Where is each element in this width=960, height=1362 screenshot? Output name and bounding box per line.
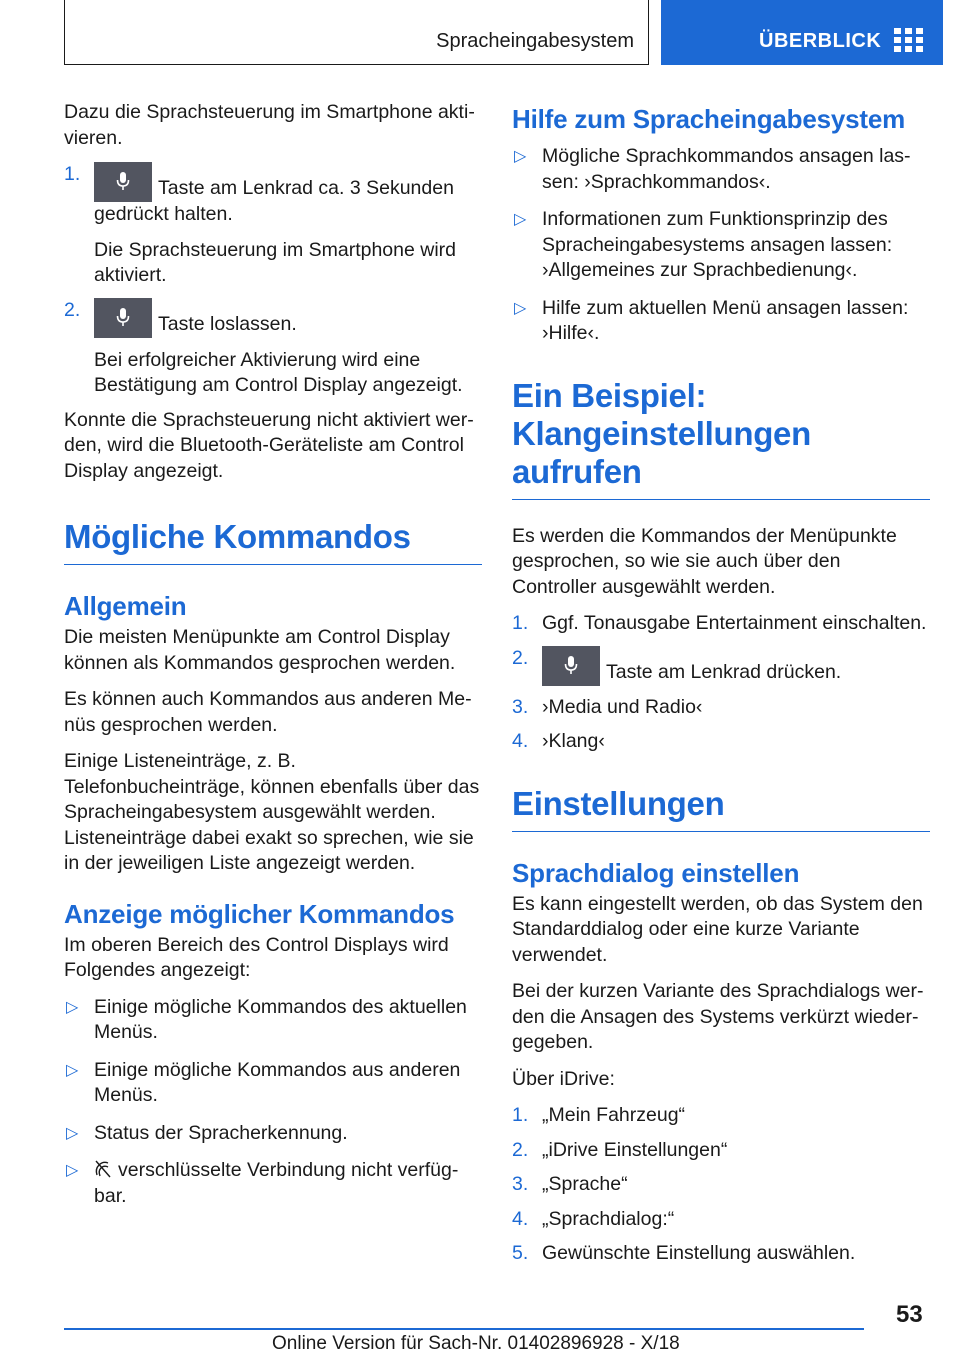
list-item (64, 1121, 482, 1147)
list-item (512, 1207, 930, 1233)
paragraph: Die meisten Menüpunkte am Control Display können als Kommandos gesprochen werden. (64, 626, 456, 674)
list-item (512, 646, 930, 686)
paragraph: Im oberen Bereich des Control Displays wird Folgendes angezeigt: (64, 933, 449, 981)
list-item (64, 298, 482, 399)
grid-icon (894, 28, 924, 52)
step-result: Die Sprachsteuerung im Smartphone wird aktiviert. (94, 238, 457, 286)
list-item (64, 1058, 482, 1109)
bullet-text: Einige mögliche Kommandos aus anderen Menüs. (94, 1058, 461, 1106)
triangle-bullet-icon: ▷ (514, 148, 527, 165)
microphone-icon (116, 308, 130, 328)
step-number: 4. (512, 730, 529, 752)
heading-sprachdialog: Sprachdialog einstellen (512, 857, 800, 888)
triangle-bullet-icon: ▷ (514, 211, 527, 228)
list-item (512, 144, 930, 195)
page-number: 53 (896, 1301, 923, 1328)
note-paragraph: Konnte die Sprachsteuerung nicht aktiviert werden, wird die Bluetooth-Geräteliste am Control Display angezeigt. (64, 408, 474, 482)
bullet-text: Hilfe zum aktuellen Menü ansagen lassen: ›Hilfe‹. (542, 296, 909, 344)
voice-button-image (542, 646, 600, 686)
bullet-text: Status der Spracherkennung. (94, 1121, 348, 1144)
unencrypted-connection-icon (94, 1159, 112, 1179)
step-number: 2. (512, 646, 529, 669)
microphone-icon (564, 656, 578, 676)
list-item (64, 1158, 482, 1209)
footer-text: Online Version für Sach-Nr. 01402896928 - X/18 (272, 1333, 680, 1354)
step-text: Taste am Lenkrad ca. 3 Sekunden gedrückt halten. (94, 177, 454, 225)
list-item (512, 729, 930, 755)
triangle-bullet-icon: ▷ (66, 1124, 79, 1142)
bullet-text: Mögliche Sprachkommandos ansagen lassen: ›Sprachkommandos‹. (542, 145, 911, 193)
step-text: Taste loslassen. (158, 312, 297, 335)
paragraph: Über iDrive: (512, 1067, 615, 1090)
list-item (512, 1138, 930, 1164)
step-text: „iDrive Einstellungen“ (542, 1138, 728, 1161)
triangle-bullet-icon: ▷ (514, 299, 527, 317)
footer-divider (64, 1328, 864, 1330)
step-number: 1. (64, 163, 81, 185)
list-item (512, 695, 930, 721)
step-text: Gewünschte Einstellung auswählen. (542, 1242, 856, 1264)
microphone-icon (116, 172, 130, 192)
list-item (512, 296, 930, 347)
paragraph: Bei der kurzen Variante des Sprachdialogs werden die Ansagen des Systems verkürzt wiedergegeben. (512, 980, 924, 1053)
header-section-box (64, 0, 649, 65)
paragraph: Es werden die Kommandos der Menüpunkte gesprochen, so wie sie auch über den Controller ausgewählt werden. (512, 524, 897, 598)
step-number: 3. (512, 1173, 529, 1195)
step-number: 1. (512, 612, 529, 634)
bullet-text: Informationen zum Funktionsprinzip des Spracheingabesystems ansagen lassen: ›Allgemeines zur Sprachbedienung‹. (542, 208, 893, 281)
step-text: „Mein Fahrzeug“ (542, 1104, 686, 1126)
step-number: 2. (64, 298, 81, 321)
heading-moegliche-kommandos: Mögliche Kommandos (64, 518, 482, 565)
triangle-bullet-icon: ▷ (66, 998, 79, 1016)
step-number: 3. (512, 695, 529, 718)
list-item (512, 611, 930, 637)
paragraph: Es kann eingestellt werden, ob das System den Standarddialog oder eine kurze Variante verwendet. (512, 892, 923, 966)
header-section-title: Spracheingabesystem (436, 30, 634, 52)
heading-hilfe: Hilfe zum Spracheingabesystem (512, 104, 905, 134)
step-text: Ggf. Tonausgabe Entertainment einschalten. (542, 612, 927, 634)
triangle-bullet-icon: ▷ (66, 1162, 79, 1179)
step-number: 1. (512, 1104, 529, 1126)
step-result: Bei erfolgreicher Aktivierung wird eine Bestätigung am Control Display angezeigt. (94, 348, 463, 396)
list-item (512, 1172, 930, 1198)
list-item (64, 995, 482, 1046)
heading-allgemein: Allgemein (64, 591, 187, 621)
paragraph: Einige Listeneinträge, z. B. Telefonbucheinträge, können ebenfalls über das Spracheingabesystem ausgewählt werden. Listeneinträge dabei exakt so sprechen, wie sie in der jeweiligen Liste angezeigt werden. (64, 750, 480, 874)
heading-anzeige: Anzeige möglicher Kommandos (64, 898, 455, 929)
voice-button-image (94, 162, 152, 202)
step-number: 4. (512, 1207, 529, 1230)
intro-paragraph: Dazu die Sprachsteuerung im Smartphone aktivieren. (64, 101, 475, 149)
bullet-text: Einige mögliche Kommandos des aktuellen Menüs. (94, 995, 467, 1043)
bullet-text: verschlüsselte Verbindung nicht verfügbar. (94, 1159, 459, 1207)
step-text: „Sprachdialog:“ (542, 1207, 675, 1230)
list-item (64, 162, 482, 289)
left-column (64, 100, 482, 1221)
step-number: 2. (512, 1138, 529, 1161)
header-chapter-title: ÜBERBLICK (759, 30, 882, 52)
heading-ein-beispiel: Ein Beispiel: Klangeinstellungen aufrufen (512, 377, 930, 500)
voice-button-image (94, 298, 152, 338)
step-text: ›Klang‹ (542, 730, 605, 752)
list-item (512, 207, 930, 284)
list-item (512, 1241, 930, 1267)
step-text: „Sprache“ (542, 1173, 628, 1195)
step-text: ›Media und Radio‹ (542, 695, 703, 718)
step-text: Taste am Lenkrad drücken. (606, 660, 842, 683)
heading-einstellungen: Einstellungen (512, 785, 930, 832)
right-column (512, 104, 930, 1276)
paragraph: Es können auch Kommandos aus anderen Menüs gesprochen werden. (64, 688, 472, 736)
header-chapter-tab[interactable] (661, 0, 943, 65)
step-number: 5. (512, 1242, 529, 1264)
triangle-bullet-icon: ▷ (66, 1061, 79, 1079)
list-item (512, 1103, 930, 1129)
